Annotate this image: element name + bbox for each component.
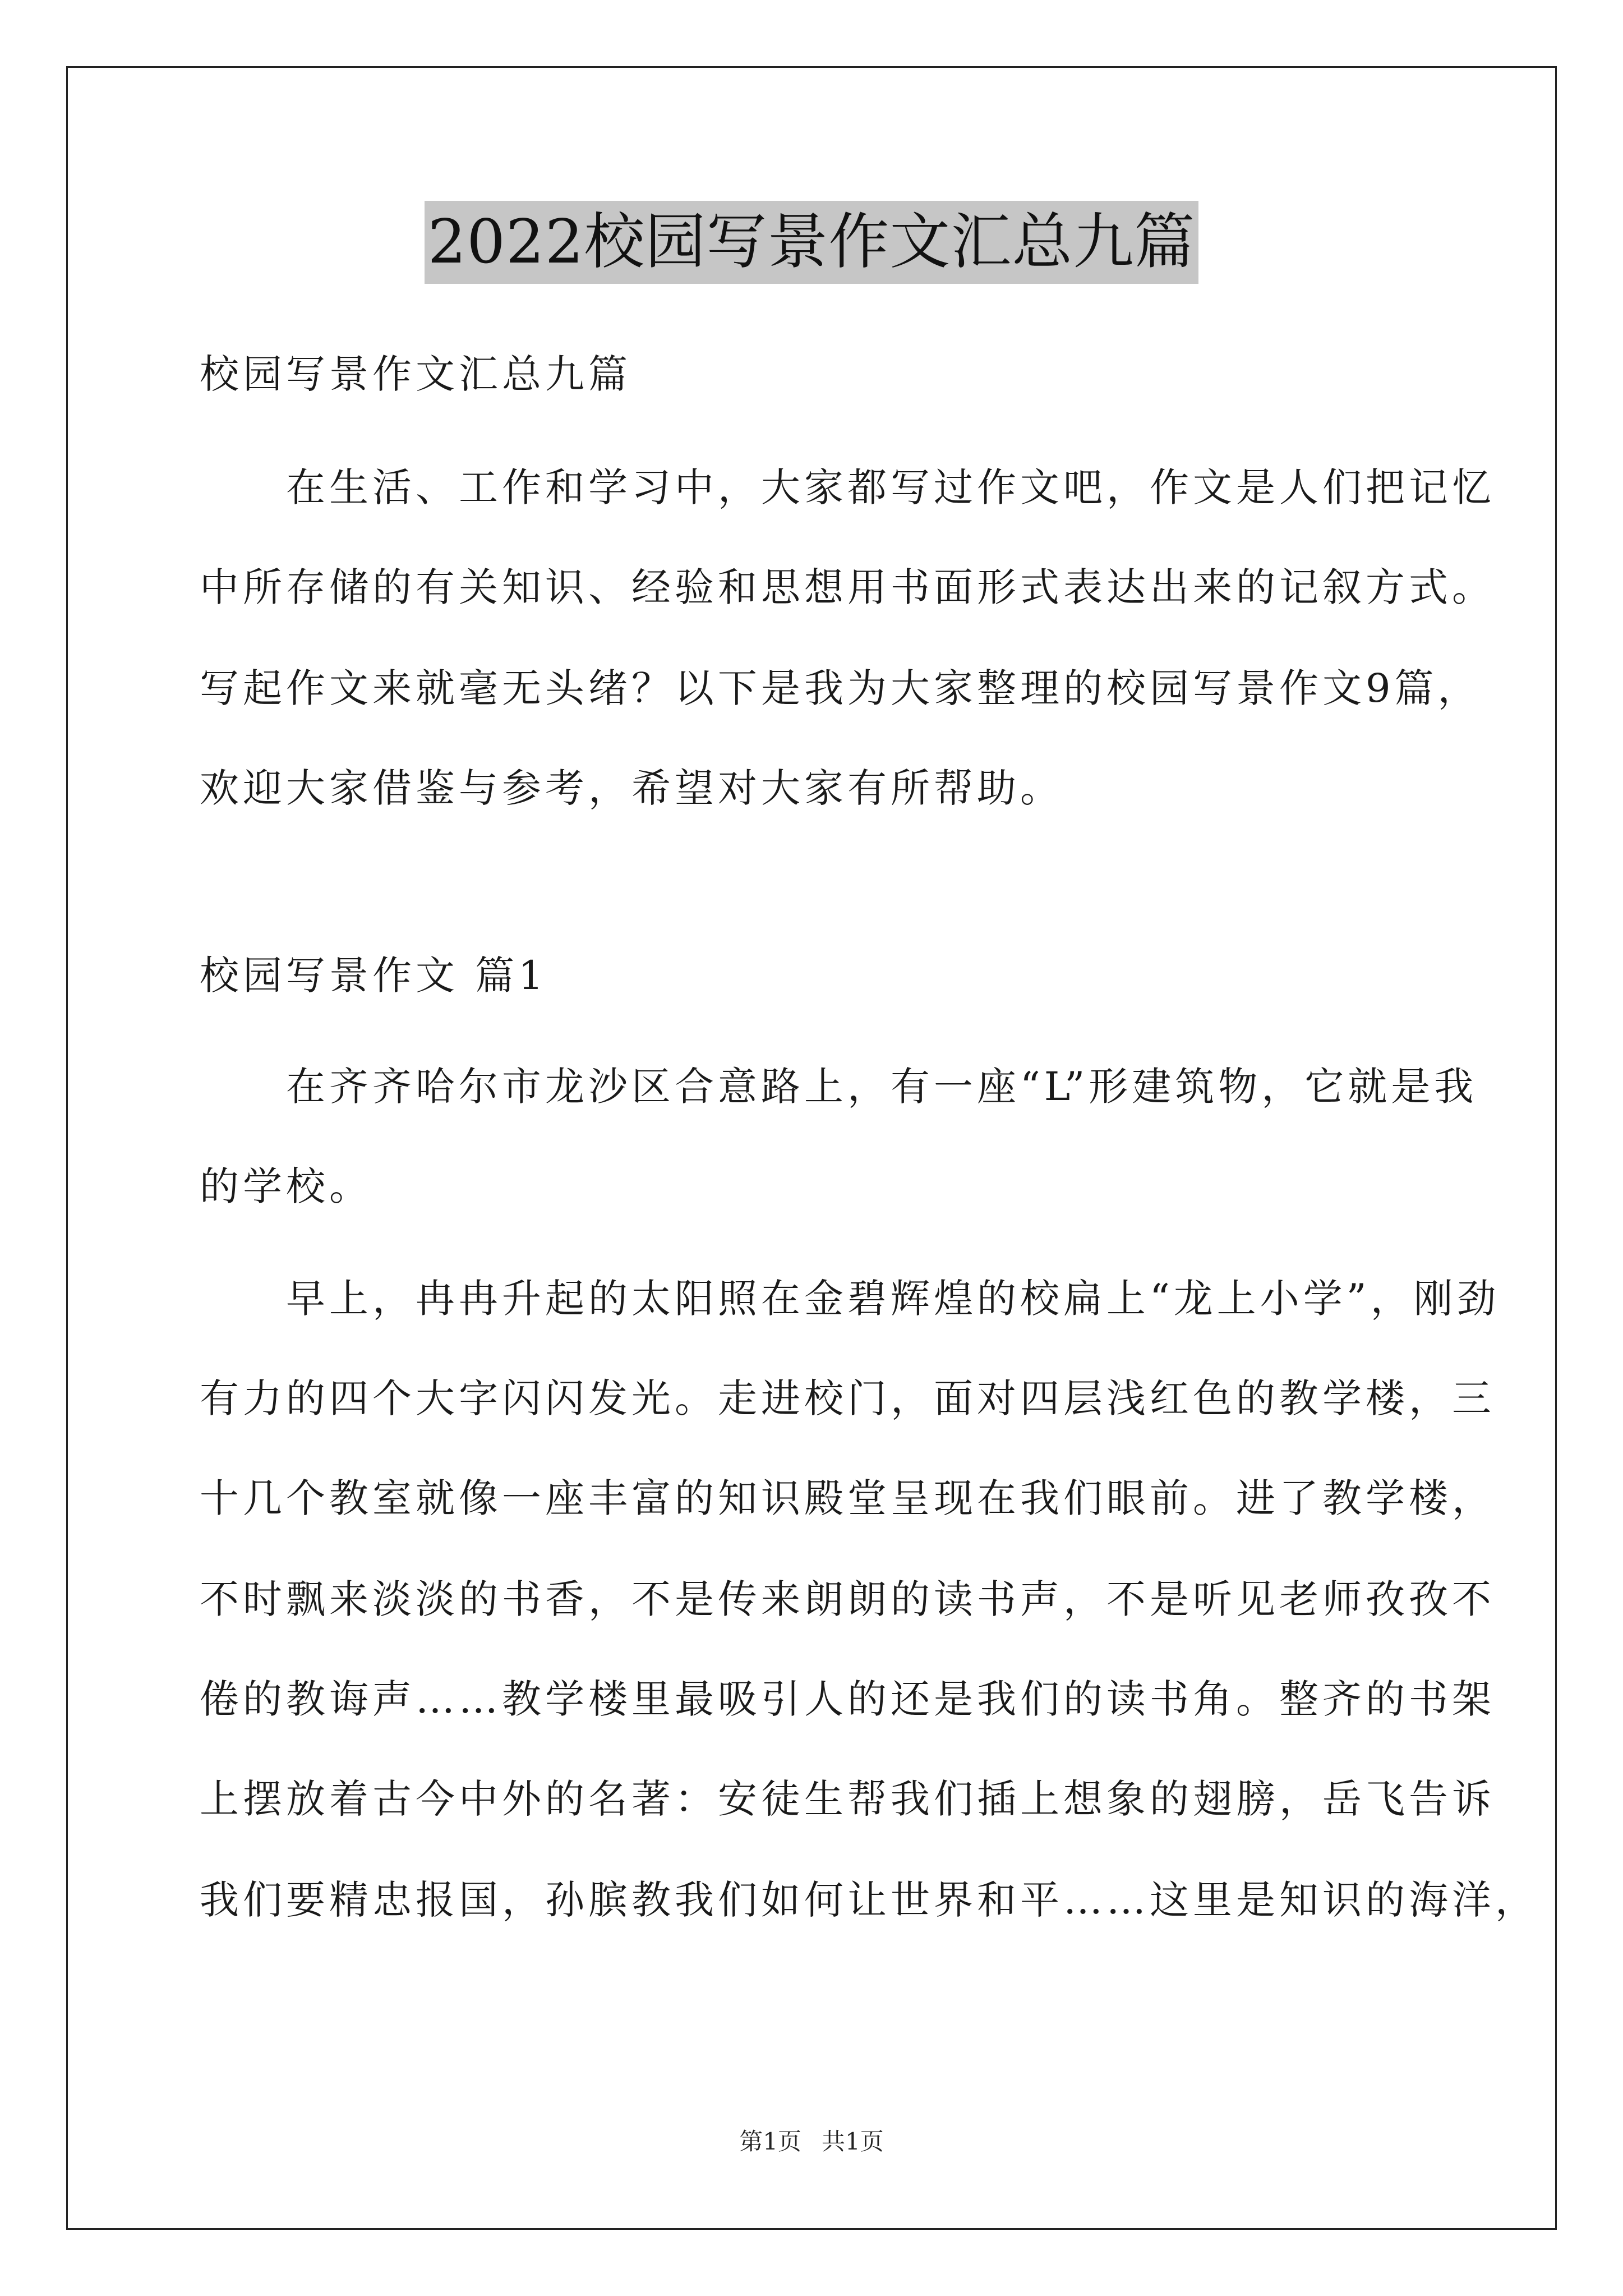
paragraph-line: 上摆放着古今中外的名著：安徒生帮我们插上想象的翅膀，岳飞告诉 — [200, 1776, 1495, 1822]
paragraph-line: 欢迎大家借鉴与参考，希望对大家有所帮助。 — [200, 765, 1063, 811]
section-heading: 校园写景作文 篇1 — [200, 953, 547, 999]
title-container — [0, 201, 1623, 284]
page-number: 第1页 — [739, 2128, 801, 2155]
paragraph-line: 在生活、工作和学习中，大家都写过作文吧，作文是人们把记忆 — [200, 464, 1495, 510]
paragraph-line: 早上，冉冉升起的太阳照在金碧辉煌的校扁上“龙上小学”，刚劲 — [200, 1276, 1500, 1322]
page-footer — [0, 2126, 1623, 2157]
paragraph-line: 写起作文来就毫无头绪？以下是我为大家整理的校园写景作文9篇， — [200, 665, 1481, 711]
section-heading: 校园写景作文汇总九篇 — [200, 351, 631, 397]
paragraph-line: 倦的教诲声……教学楼里最吸引人的还是我们的读书角。整齐的书架 — [200, 1676, 1495, 1722]
page-total: 共1页 — [822, 2128, 884, 2155]
paragraph-line: 有力的四个大字闪闪发光。走进校门，面对四层浅红色的教学楼，三 — [200, 1375, 1495, 1421]
paragraph-line: 十几个教室就像一座丰富的知识殿堂呈现在我们眼前。进了教学楼， — [200, 1475, 1495, 1521]
paragraph-line: 的学校。 — [200, 1163, 372, 1209]
paragraph-line: 在齐齐哈尔市龙沙区合意路上，有一座“L”形建筑物，它就是我 — [200, 1064, 1478, 1110]
paragraph-line: 我们要精忠报国，孙膑教我们如何让世界和平……这里是知识的海洋， — [200, 1877, 1538, 1923]
paragraph-line: 中所存储的有关知识、经验和思想用书面形式表达出来的记叙方式。 — [200, 564, 1495, 610]
paragraph-line: 不时飘来淡淡的书香，不是传来朗朗的读书声，不是听见老师孜孜不 — [200, 1576, 1495, 1622]
document-title: 2022校园写景作文汇总九篇 — [425, 201, 1199, 284]
